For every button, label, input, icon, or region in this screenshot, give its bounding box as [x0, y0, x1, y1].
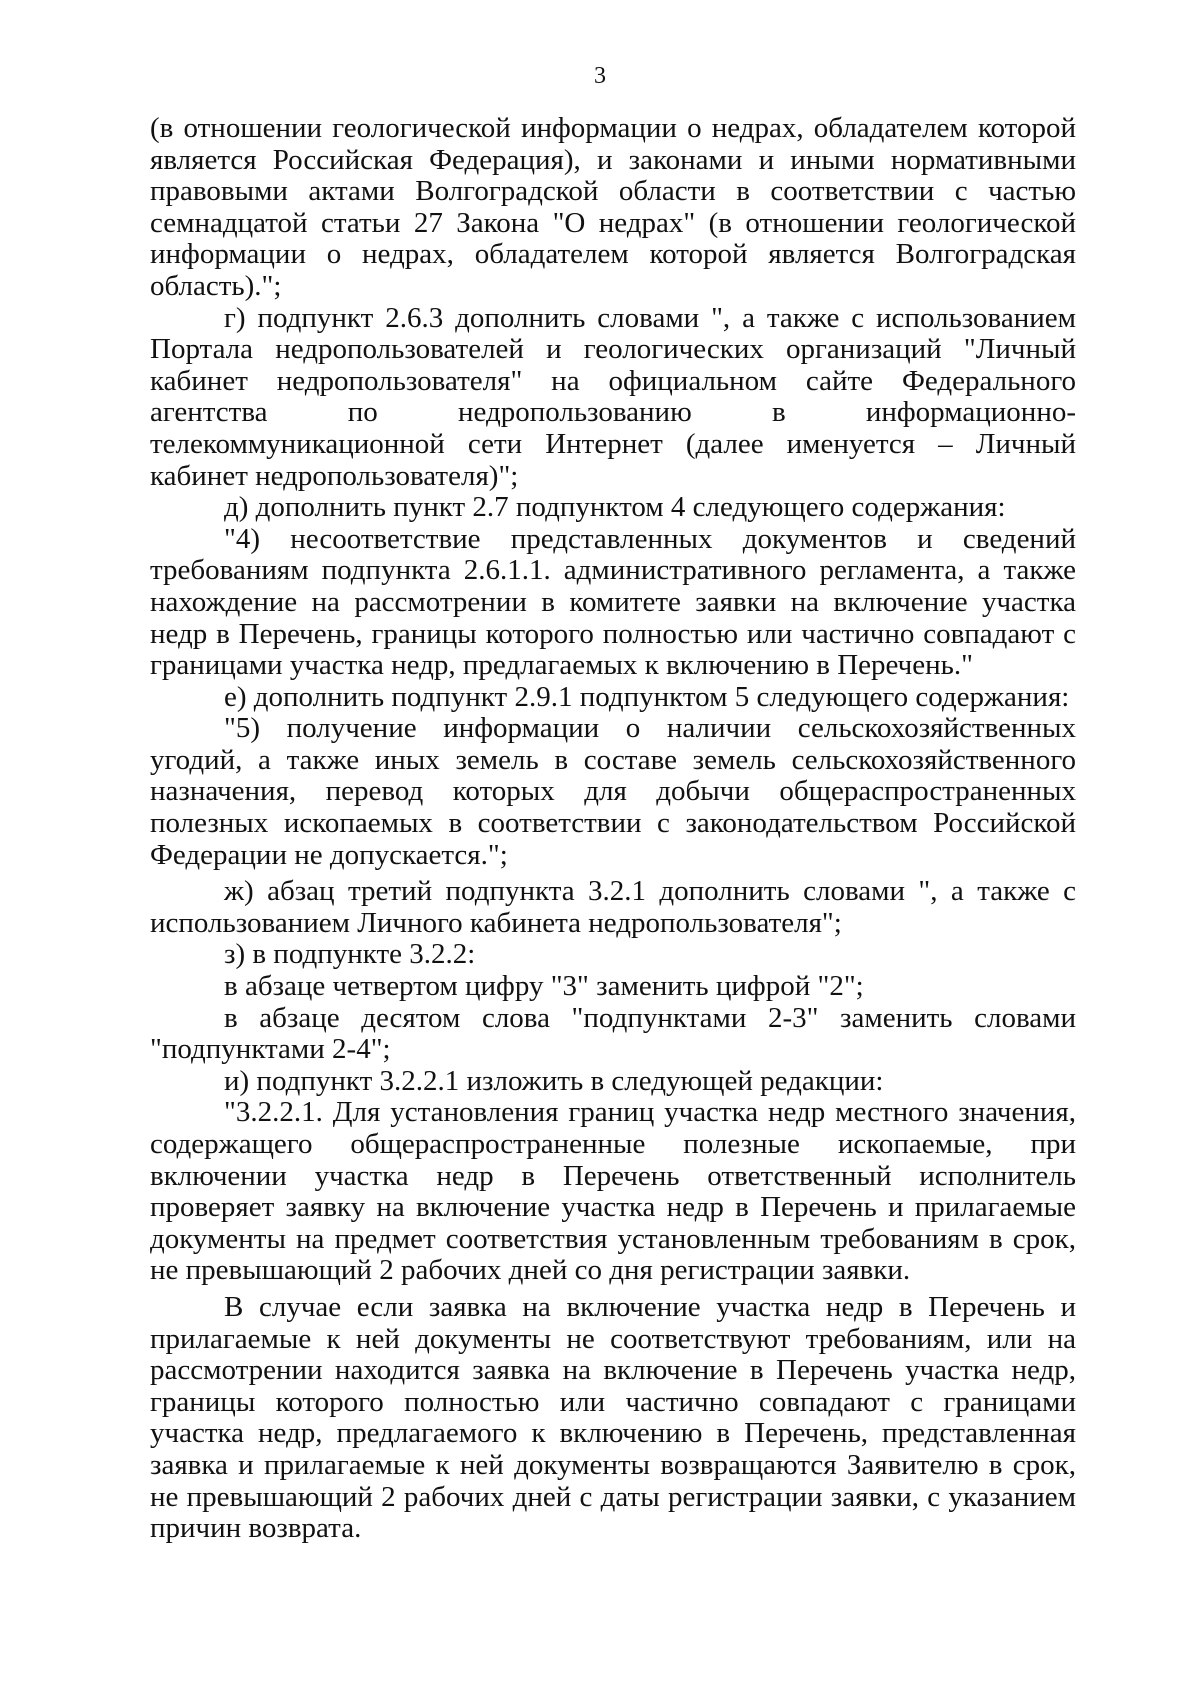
paragraph-item-zh: ж) абзац третий подпункта 3.2.1 дополнить словами ", а также с использованием Личного кабинета недропользователя"; [150, 875, 1076, 939]
paragraph-item-i: и) подпункт 3.2.2.1 изложить в следующей редакции: [224, 1064, 884, 1097]
paragraph-item-z-sub2: в абзаце десятом слова "подпунктами 2-3" заменить словами "подпунктами 2-4"; [150, 1001, 1076, 1066]
paragraph-continuation: (в отношении геологической информации о недрах, обладателем которой является Российская Федерация), и законами и иными нормативными правовыми актами Волгоградской области в соответствии с частью семнадцатой статьи 27 Закона "О недрах" (в отношении геологической информации о недрах, обладателем которой является Волгоградская область)."; [150, 112, 1076, 302]
paragraph-item-i-case: В случае если заявка на включение участка недр в Перечень и прилагаемые к ней документы не соответствуют требованиям, или на рассмотрении находится заявка на включение в Перечень участка недр, границы которого полностью или частично совпадают с границами участка недр, предлагаемого к включению в Перечень, представленная заявка и прилагаемые к ней документы возвращаются Заявителю в срок, не превышающий 2 рабочих дней с даты регистрации заявки, с указанием причин возврата. [150, 1290, 1076, 1545]
page-number: 3 [594, 63, 606, 89]
paragraph-item-g: г) подпункт 2.6.3 дополнить словами ", а также с использованием Портала недропользователей и геологических организаций "Личный кабинет недропользователя" на официальном сайте Федерального агентства по недропользованию в информационно-телекоммуникационной сети Интернет (далее именуется – Личный кабинет недропользователя)"; [150, 301, 1076, 492]
paragraph-item-e-text: "5) получение информации о наличии сельскохозяйственных угодий, а также иных земель в составе земель сельскохозяйственного назначения, перевод которых для добычи общераспространенных полезных ископаемых в соответствии с законодательством Российской Федерации не допускается."; [150, 712, 1076, 871]
paragraph-item-d-text: "4) несоответствие представленных документов и сведений требованиям подпункта 2.6.1.1. административного регламента, а также нахождение на рассмотрении в комитете заявки на включение участка недр в Перечень, границы которого полностью или частично совпадают с границами участка недр, предлагаемых к включению в Перечень." [150, 522, 1076, 682]
document-body [150, 113, 1076, 1545]
paragraph-item-z: з) в подпункте 3.2.2: [224, 938, 476, 971]
paragraph-item-d: д) дополнить пункт 2.7 подпунктом 4 следующего содержания: [224, 491, 1006, 524]
paragraph-item-i-text: "3.2.2.1. Для установления границ участка недр местного значения, содержащего общераспространенные полезные ископаемые, при включении участка недр в Перечень ответственный исполнитель проверяет заявку на включение участка недр в Перечень и прилагаемые документы на предмет соответствия установленным требованиям в срок, не превышающий 2 рабочих дней со дня регистрации заявки. [150, 1096, 1076, 1287]
paragraph-item-z-sub1: в абзаце четвертом цифру "3" заменить цифрой "2"; [224, 970, 864, 1003]
paragraph-item-e: е) дополнить подпункт 2.9.1 подпунктом 5 следующего содержания: [224, 680, 1070, 713]
